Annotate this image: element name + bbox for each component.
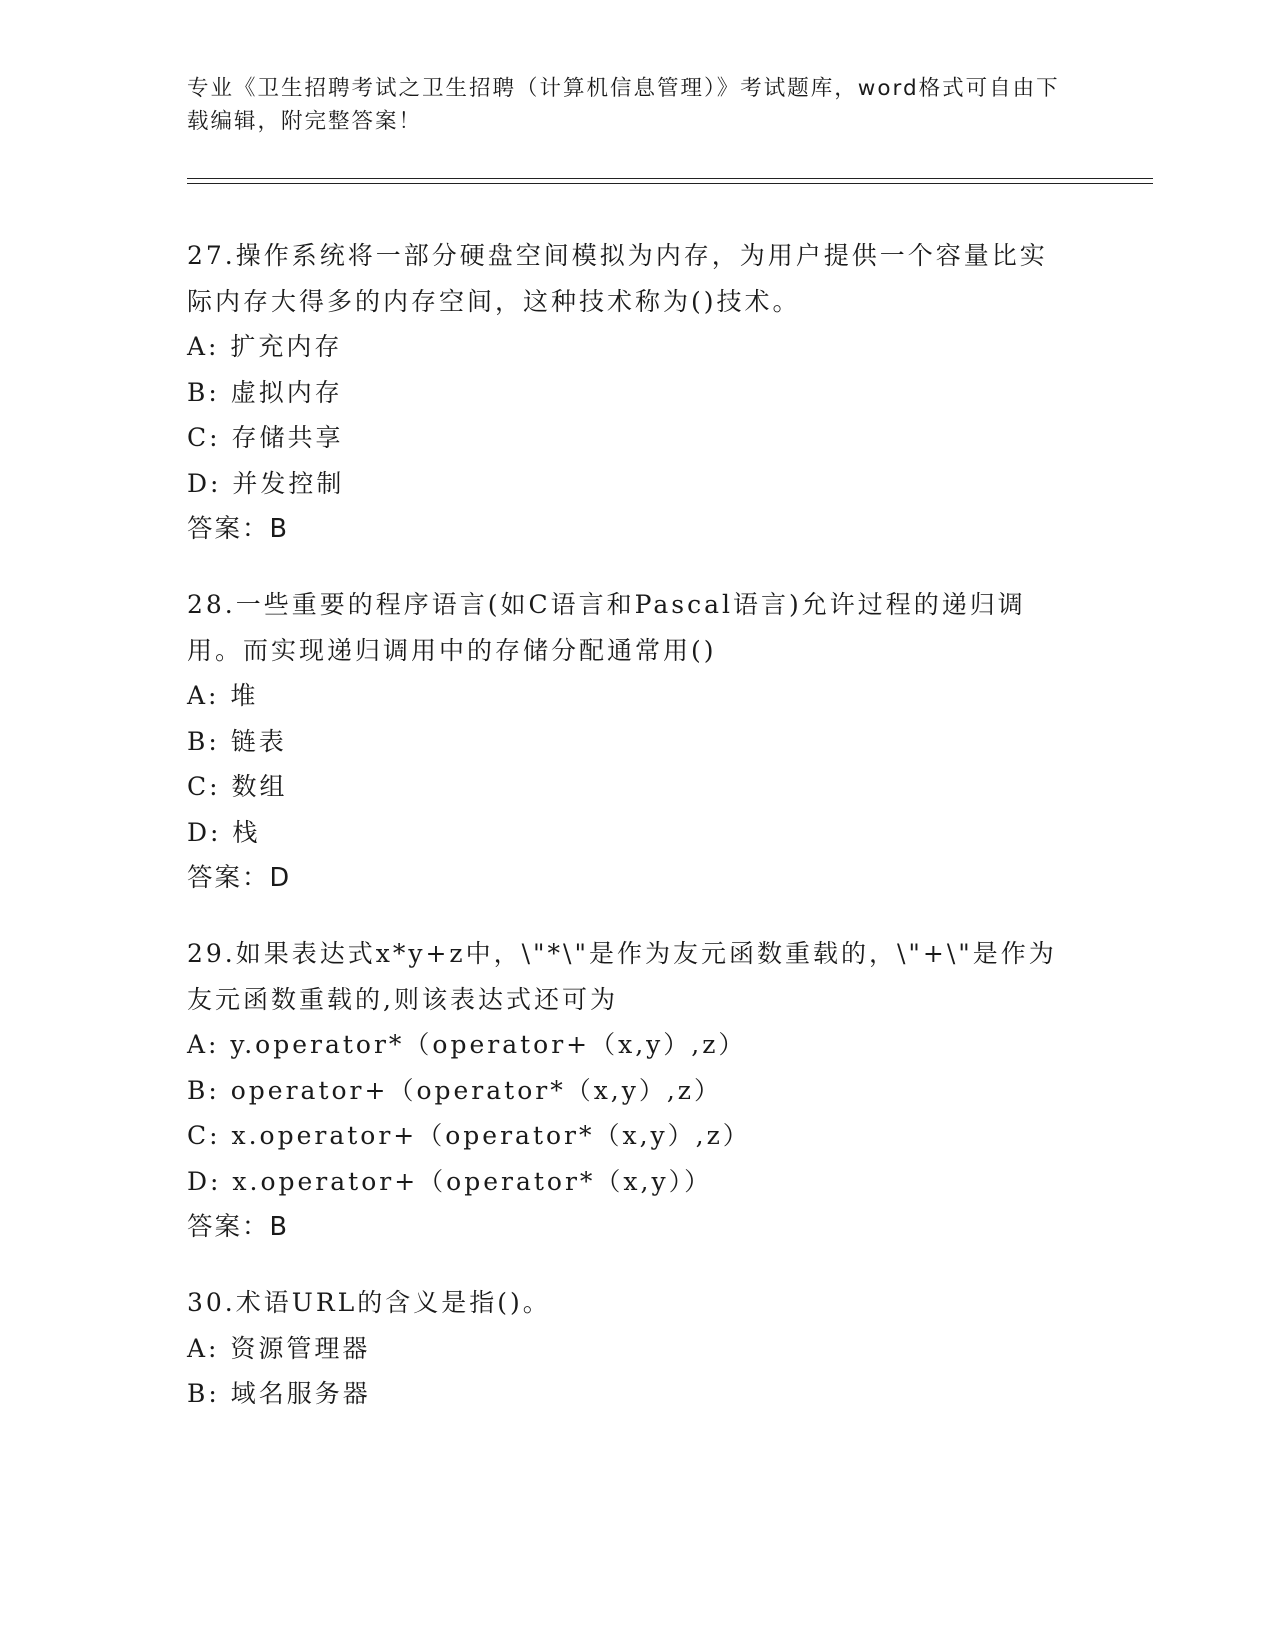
question-28 xyxy=(187,582,1067,901)
option-d: D: 栈 xyxy=(187,817,261,847)
header-divider-top xyxy=(187,178,1153,179)
question-27 xyxy=(187,233,1067,552)
option-a: A: y.operator*（operator+（x,y）,z） xyxy=(187,1030,747,1059)
option-d: D: x.operator+（operator*（x,y）） xyxy=(187,1166,713,1196)
option-c: C: 存储共享 xyxy=(187,423,344,452)
question-stem: 28.一些重要的程序语言(如C语言和Pascal语言)允许过程的递归调用。而实现递归调用中的存储分配通常用() xyxy=(187,590,1026,665)
option-a: A: 堆 xyxy=(187,681,259,710)
answer-label: 答案：B xyxy=(187,1212,289,1242)
option-a: A: 扩充内存 xyxy=(187,332,343,361)
option-b: B: 链表 xyxy=(187,726,287,756)
document-header: 专业《卫生招聘考试之卫生招聘（计算机信息管理）》考试题库，word格式可自由下载编辑，附完整答案！ xyxy=(187,76,1060,134)
option-c: C: 数组 xyxy=(187,772,288,801)
question-30 xyxy=(187,1280,1067,1417)
header-divider-bottom xyxy=(187,183,1153,184)
question-stem: 27.操作系统将一部分硬盘空间模拟为内存，为用户提供一个容量比实际内存大得多的内存空间，这种技术称为()技术。 xyxy=(187,241,1048,316)
option-b: B: 域名服务器 xyxy=(187,1379,371,1408)
question-stem: 30.术语URL的含义是指()。 xyxy=(187,1288,551,1317)
option-c: C: x.operator+（operator*（x,y）,z） xyxy=(187,1121,751,1150)
question-stem: 29.如果表达式x*y+z中，\"*\"是作为友元函数重载的，\"+\"是作为友元函数重载的,则该表达式还可为 xyxy=(187,939,1057,1014)
option-b: B: 虚拟内存 xyxy=(187,377,343,407)
option-a: A: 资源管理器 xyxy=(187,1333,371,1363)
answer-label: 答案：B xyxy=(187,514,289,544)
option-b: B: operator+（operator*（x,y）,z） xyxy=(187,1075,722,1105)
question-list xyxy=(187,233,1067,1447)
question-29 xyxy=(187,931,1067,1250)
answer-label: 答案：D xyxy=(187,863,292,893)
option-d: D: 并发控制 xyxy=(187,468,345,498)
